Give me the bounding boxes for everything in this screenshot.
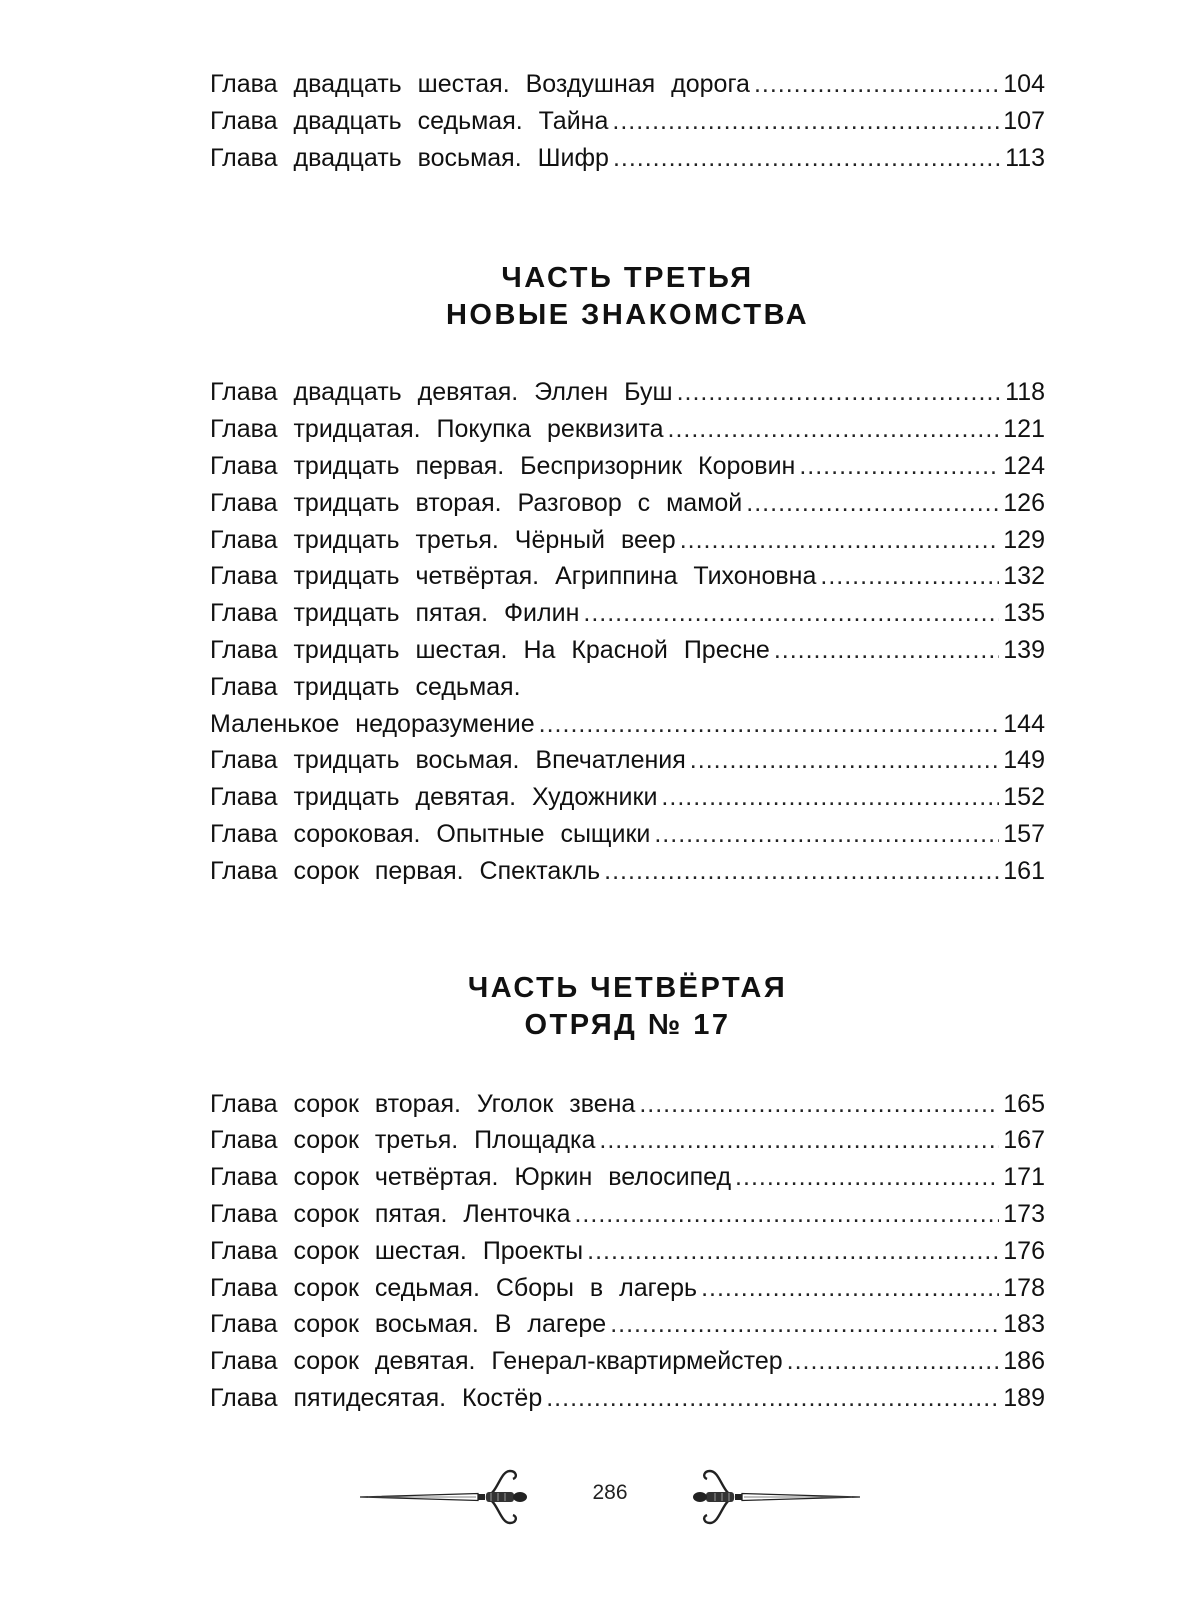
toc-entry-title: Глава тридцать вторая. Разговор с мамой bbox=[210, 488, 743, 517]
part-subtitle: НОВЫЕ ЗНАКОМСТВА bbox=[445, 299, 810, 332]
toc-entry-title: Глава тридцать пятая. Филин bbox=[210, 599, 580, 628]
toc-dot-leader bbox=[668, 411, 1000, 448]
toc-entry bbox=[210, 853, 1045, 890]
toc-entry bbox=[210, 1086, 1045, 1123]
toc-entry-page: 189 bbox=[1003, 1383, 1045, 1412]
toc-entry-title: Глава двадцать восьмая. Шифр bbox=[210, 143, 609, 172]
toc-entry-title: Глава сорок девятая. Генерал-квартирмейстер bbox=[210, 1347, 783, 1376]
toc-entry-title: Глава тридцать третья. Чёрный веер bbox=[210, 525, 676, 554]
toc-dot-leader bbox=[661, 779, 999, 816]
table-of-contents bbox=[210, 66, 1045, 1417]
toc-entry-page: 124 bbox=[1003, 451, 1045, 480]
toc-entry bbox=[210, 1343, 1045, 1380]
part-heading bbox=[210, 970, 1045, 1044]
toc-entry-page: 171 bbox=[1003, 1163, 1045, 1192]
toc-entry-page: 129 bbox=[1003, 525, 1045, 554]
toc-entry bbox=[210, 448, 1045, 485]
toc-dot-leader bbox=[654, 816, 999, 853]
toc-entry-title: Глава сороковая. Опытные сыщики bbox=[210, 819, 651, 848]
toc-entry bbox=[210, 558, 1045, 595]
toc-entry bbox=[210, 1380, 1045, 1417]
toc-dot-leader bbox=[820, 558, 999, 595]
toc-entry-page: 183 bbox=[1003, 1310, 1045, 1339]
toc-entry-page: 176 bbox=[1003, 1236, 1045, 1265]
toc-entry-title: Глава двадцать седьмая. Тайна bbox=[210, 106, 609, 135]
toc-dot-leader bbox=[574, 1196, 999, 1233]
toc-dot-leader bbox=[587, 1233, 999, 1270]
toc-entry bbox=[210, 485, 1045, 522]
toc-entry bbox=[210, 140, 1045, 177]
toc-entry bbox=[210, 779, 1045, 816]
toc-dot-leader bbox=[680, 522, 1000, 559]
toc-entry bbox=[210, 66, 1045, 103]
toc-dot-leader bbox=[639, 1086, 999, 1123]
part-subtitle: ОТРЯД № 17 bbox=[524, 1008, 731, 1041]
toc-dot-leader bbox=[546, 1380, 999, 1417]
toc-entry bbox=[210, 632, 1045, 669]
toc-entry bbox=[210, 595, 1045, 632]
toc-entry bbox=[210, 1196, 1045, 1233]
toc-entry bbox=[210, 374, 1045, 411]
toc-dot-leader bbox=[799, 448, 999, 485]
toc-entry-title: Глава сорок первая. Спектакль bbox=[210, 856, 601, 885]
toc-entry bbox=[210, 1233, 1045, 1270]
toc-entry-page: 126 bbox=[1003, 488, 1045, 517]
toc-list bbox=[210, 1086, 1045, 1417]
toc-entry bbox=[210, 522, 1045, 559]
toc-dot-leader bbox=[583, 595, 999, 632]
toc-entry-page: 144 bbox=[1003, 709, 1045, 738]
toc-entry-page: 157 bbox=[1003, 819, 1045, 848]
toc-entry-title: Глава тридцатая. Покупка реквизита bbox=[210, 415, 664, 444]
toc-entry-title: Глава сорок седьмая. Сборы в лагерь bbox=[210, 1273, 698, 1302]
toc-entry-page: 167 bbox=[1003, 1126, 1045, 1155]
toc-entry bbox=[210, 742, 1045, 779]
part-title: ЧАСТЬ ЧЕТВЁРТАЯ bbox=[467, 971, 788, 1004]
toc-entry-page: 178 bbox=[1003, 1273, 1045, 1302]
toc-entry-page: 165 bbox=[1003, 1089, 1045, 1118]
toc-section-continued bbox=[210, 66, 1045, 176]
toc-entry-title: Глава сорок пятая. Ленточка bbox=[210, 1199, 571, 1228]
toc-entry-page: 173 bbox=[1003, 1199, 1045, 1228]
toc-entry-title: Глава тридцать девятая. Художники bbox=[210, 783, 658, 812]
toc-entry bbox=[210, 103, 1045, 140]
toc-entry-title: Глава тридцать шестая. На Красной Пресне bbox=[210, 635, 770, 664]
toc-entry-page: 135 bbox=[1003, 599, 1045, 628]
toc-entry-title: Глава сорок шестая. Проекты bbox=[210, 1236, 584, 1265]
toc-dot-leader bbox=[701, 1270, 999, 1307]
toc-entry bbox=[210, 1270, 1045, 1307]
toc-entry-page: 118 bbox=[1005, 378, 1045, 407]
toc-dot-leader bbox=[599, 1122, 999, 1159]
toc-entry-title: Глава тридцать четвёртая. Агриппина Тихоновна bbox=[210, 562, 817, 591]
toc-entry bbox=[210, 669, 1045, 706]
toc-entry-title: Глава сорок третья. Площадка bbox=[210, 1126, 596, 1155]
toc-entry-page: 139 bbox=[1003, 635, 1045, 664]
toc-dot-leader bbox=[612, 103, 999, 140]
toc-dot-leader bbox=[787, 1343, 1000, 1380]
toc-entry-page: 152 bbox=[1003, 783, 1045, 812]
toc-entry-page: 121 bbox=[1003, 415, 1045, 444]
toc-entry-title: Глава тридцать седьмая. bbox=[210, 672, 521, 701]
toc-entry-page: 149 bbox=[1003, 746, 1045, 775]
toc-list bbox=[210, 374, 1045, 889]
toc-entry-title: Глава двадцать шестая. Воздушная дорога bbox=[210, 70, 750, 98]
toc-dot-leader bbox=[735, 1159, 999, 1196]
toc-entry-title: Глава тридцать первая. Беспризорник Коровин bbox=[210, 451, 796, 480]
toc-list bbox=[210, 66, 1045, 176]
toc-section-part-three bbox=[210, 260, 1045, 889]
part-title: ЧАСТЬ ТРЕТЬЯ bbox=[501, 262, 754, 295]
toc-entry-page: 132 bbox=[1003, 562, 1045, 591]
page-footer bbox=[360, 1465, 860, 1535]
toc-entry-page: 186 bbox=[1003, 1347, 1045, 1376]
toc-dot-leader bbox=[610, 1306, 999, 1343]
toc-entry bbox=[210, 706, 1045, 743]
toc-entry bbox=[210, 1306, 1045, 1343]
toc-dot-leader bbox=[613, 140, 1001, 177]
dagger-icon bbox=[660, 1465, 860, 1535]
toc-section-part-four bbox=[210, 970, 1045, 1417]
toc-entry-title: Маленькое недоразумение bbox=[210, 709, 535, 738]
toc-entry-title: Глава сорок четвёртая. Юркин велосипед bbox=[210, 1163, 732, 1192]
toc-entry-title: Глава тридцать восьмая. Впечатления bbox=[210, 746, 686, 775]
page-number: 286 bbox=[592, 1481, 628, 1504]
toc-entry bbox=[210, 411, 1045, 448]
part-heading bbox=[210, 260, 1045, 334]
toc-entry bbox=[210, 1122, 1045, 1159]
toc-entry-page: 161 bbox=[1003, 856, 1045, 885]
toc-entry bbox=[210, 816, 1045, 853]
toc-entry-page: 104 bbox=[1003, 70, 1045, 98]
toc-entry-title: Глава сорок вторая. Уголок звена bbox=[210, 1089, 636, 1118]
toc-entry-page: 107 bbox=[1003, 106, 1045, 135]
toc-dot-leader bbox=[677, 374, 1002, 411]
toc-entry-title: Глава двадцать девятая. Эллен Буш bbox=[210, 378, 673, 407]
toc-dot-leader bbox=[604, 853, 999, 890]
toc-dot-leader bbox=[754, 66, 999, 103]
toc-dot-leader bbox=[746, 485, 999, 522]
toc-dot-leader bbox=[690, 742, 999, 779]
toc-entry-title: Глава сорок восьмая. В лагере bbox=[210, 1310, 607, 1339]
toc-entry bbox=[210, 1159, 1045, 1196]
toc-entry-page: 113 bbox=[1005, 143, 1045, 172]
toc-entry-title: Глава пятидесятая. Костёр bbox=[210, 1383, 543, 1412]
toc-dot-leader bbox=[539, 706, 1000, 743]
toc-dot-leader bbox=[774, 632, 999, 669]
